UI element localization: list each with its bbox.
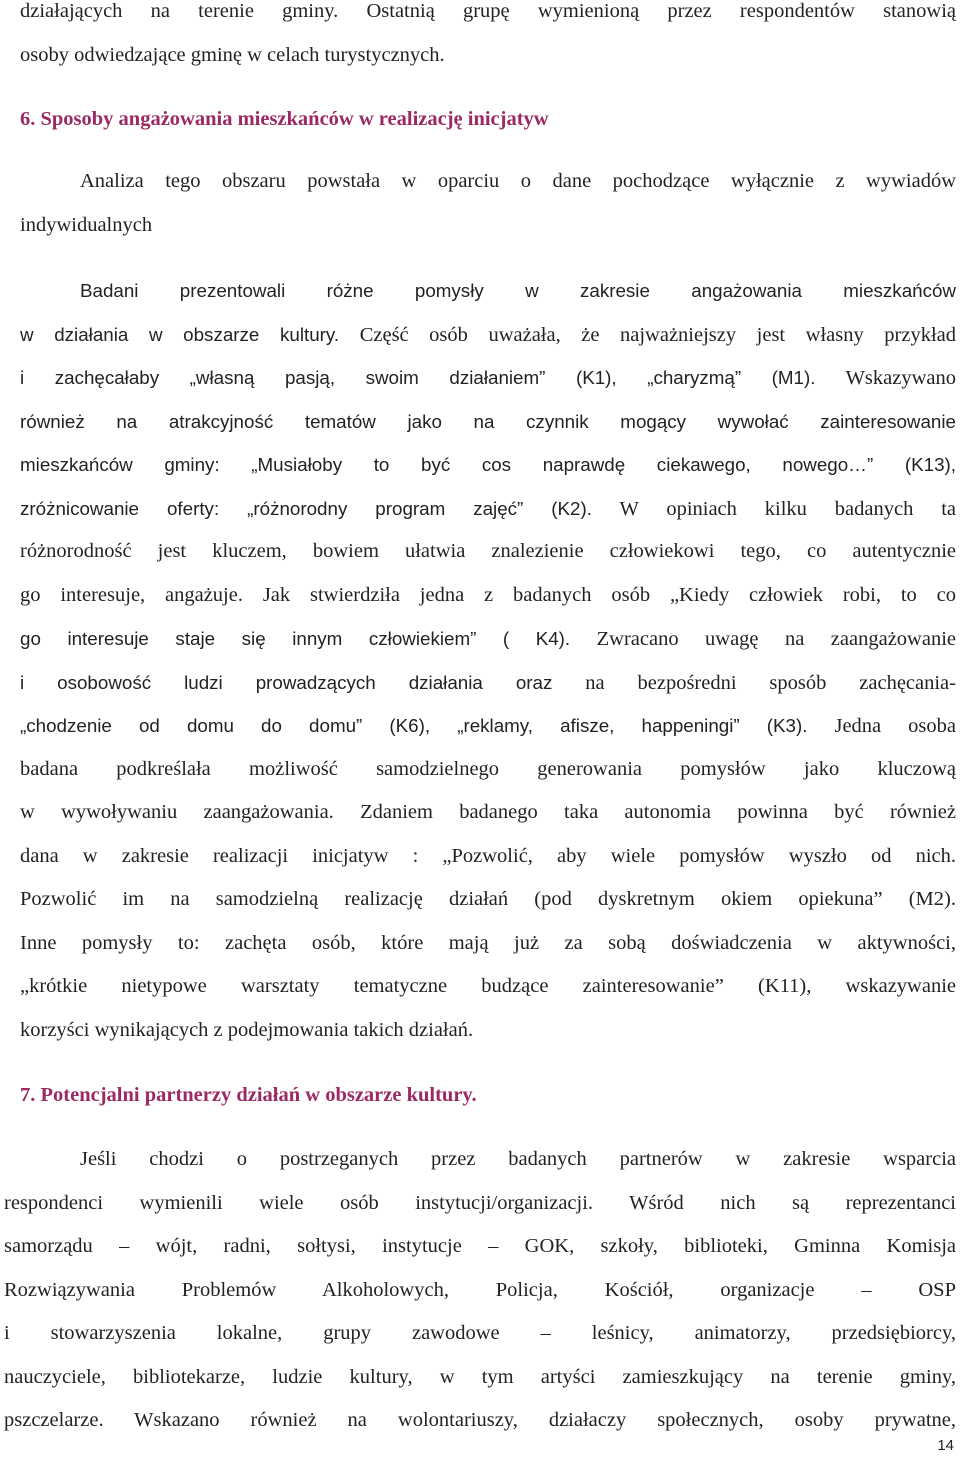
text-segment: Pozwolić im na samodzielną realizację działań (pod dyskretnym okiem opiekuna” (M2). — [20, 888, 956, 910]
text-line — [20, 617, 956, 661]
text-segment: badana podkreślała możliwość samodzielnego generowania pomysłów jako kluczową — [20, 757, 956, 780]
text-line — [20, 965, 956, 1009]
section-7-heading-block — [20, 1083, 956, 1107]
text-line — [20, 704, 956, 748]
text-line: osoby odwiedzające gminę w celach turystycznych. — [20, 43, 445, 66]
text-line: respondenci wymienili wiele osób instytucji/organizacji. Wśród nich są reprezentanci — [4, 1191, 956, 1214]
section-6-heading-block — [20, 107, 956, 131]
text-segment: „krótkie nietypowe warsztaty tematyczne budzące zainteresowanie” (K11), wskazywanie — [20, 975, 956, 997]
text-line: i stowarzyszenia lokalne, grupy zawodowe – leśnicy, animatorzy, przedsiębiorcy, — [4, 1322, 956, 1344]
text-line — [20, 835, 956, 879]
text-line: Rozwiązywania Problemów Alkoholowych, Policja, Kościół, organizacje – OSP — [4, 1278, 956, 1301]
text-segment: Część osób uważała, że najważniejszy jest własny przykład — [339, 323, 957, 346]
section-6-paragraph — [20, 269, 956, 1052]
text-segment: mieszkańców gminy: „Musiałoby to być cos naprawdę ciekawego, nowego…” (K13), — [20, 454, 956, 475]
section-7-heading: 7. Potencjalni partnerzy działań w obszarze kultury. — [20, 1084, 477, 1106]
text-segment: „chodzenie od domu do domu” (K6), „reklamy, afisze, happeningi” (K3). — [20, 715, 808, 736]
text-line: nauczyciele, bibliotekarze, ludzie kultury, w tym artyści zamieszkujący na terenie gminy, — [4, 1365, 956, 1388]
text-segment: Wskazywano — [815, 367, 956, 389]
text-segment: Jedna osoba — [807, 715, 956, 737]
section-6-heading: 6. Sposoby angażowania mieszkańców w realizację inicjatyw — [20, 108, 549, 130]
text-segment: dana w zakresie realizacji inicjatyw : „Pozwolić, aby wiele pomysłów wyszło od nich. — [20, 844, 956, 867]
text-line — [20, 661, 956, 705]
text-segment: go interesuje staje się innym człowiekiem” ( K4). — [20, 628, 571, 649]
text-line — [20, 400, 956, 444]
text-segment: Zwracano uwagę na zaangażowanie — [570, 628, 956, 650]
text-segment: również na atrakcyjność tematów jako na czynnik mogący wywołać zainteresowanie — [20, 410, 956, 432]
text-segment: W opiniach kilku badanych ta — [591, 497, 956, 520]
text-line: Jeśli chodzi o postrzeganych przez badanych partnerów w zakresie wsparcia — [80, 1148, 956, 1170]
text-segment: Badani prezentowali różne pomysły w zakresie angażowania mieszkańców — [80, 280, 956, 301]
section-6-intro — [20, 160, 956, 247]
text-segment: go interesuje, angażuje. Jak stwierdziła jedna z badanych osób „Kiedy człowiek robi, to co — [20, 583, 956, 606]
text-line — [20, 487, 956, 531]
text-line — [20, 443, 956, 487]
text-segment: na bezpośredni sposób zachęcania- — [552, 671, 956, 694]
page-number: 14 — [937, 1437, 954, 1454]
text-segment: w wywoływaniu zaangażowania. Zdaniem badanego taka autonomia powinna być również — [20, 801, 956, 823]
text-line — [20, 530, 956, 574]
text-line: Analiza tego obszaru powstała w oparciu o dane pochodzące wyłącznie z wywiadów — [80, 170, 956, 192]
text-line — [20, 574, 956, 618]
text-segment: Inne pomysły to: zachęta osób, które mają już za sobą doświadczenia w aktywności, — [20, 931, 956, 954]
text-line — [20, 269, 956, 313]
text-line: pszczelarze. Wskazano również na wolontariuszy, działaczy społecznych, osoby prywatne, — [4, 1409, 956, 1431]
text-segment: w działania w obszarze kultury. — [20, 323, 340, 345]
text-segment: i zachęcałaby „własną pasją, swoim działaniem” (K1), „charyzmą” (M1). — [20, 367, 816, 388]
text-line — [20, 1009, 956, 1053]
top-paragraph — [20, 0, 956, 77]
text-line — [20, 748, 956, 792]
text-line — [20, 791, 956, 835]
text-segment: i osobowość ludzi prowadzących działania oraz — [20, 671, 553, 693]
text-segment: zróżnicowanie oferty: „różnorodny program zajęć” (K2). — [20, 497, 592, 519]
text-segment: korzyści wynikających z podejmowania takich działań. — [20, 1018, 474, 1041]
text-line — [20, 356, 956, 400]
text-line: działających na terenie gminy. Ostatnią grupę wymienioną przez respondentów stanowią — [20, 0, 956, 22]
text-line — [20, 922, 956, 966]
text-line — [20, 313, 956, 357]
text-line — [20, 878, 956, 922]
text-line: samorządu – wójt, radni, sołtysi, instytucje – GOK, szkoły, biblioteki, Gminna Komisja — [4, 1235, 956, 1257]
text-segment: różnorodność jest kluczem, bowiem ułatwia znalezienie człowiekowi tego, co autentycznie — [20, 540, 956, 562]
section-7-paragraph — [4, 1138, 956, 1443]
text-line: indywidualnych — [20, 213, 153, 236]
